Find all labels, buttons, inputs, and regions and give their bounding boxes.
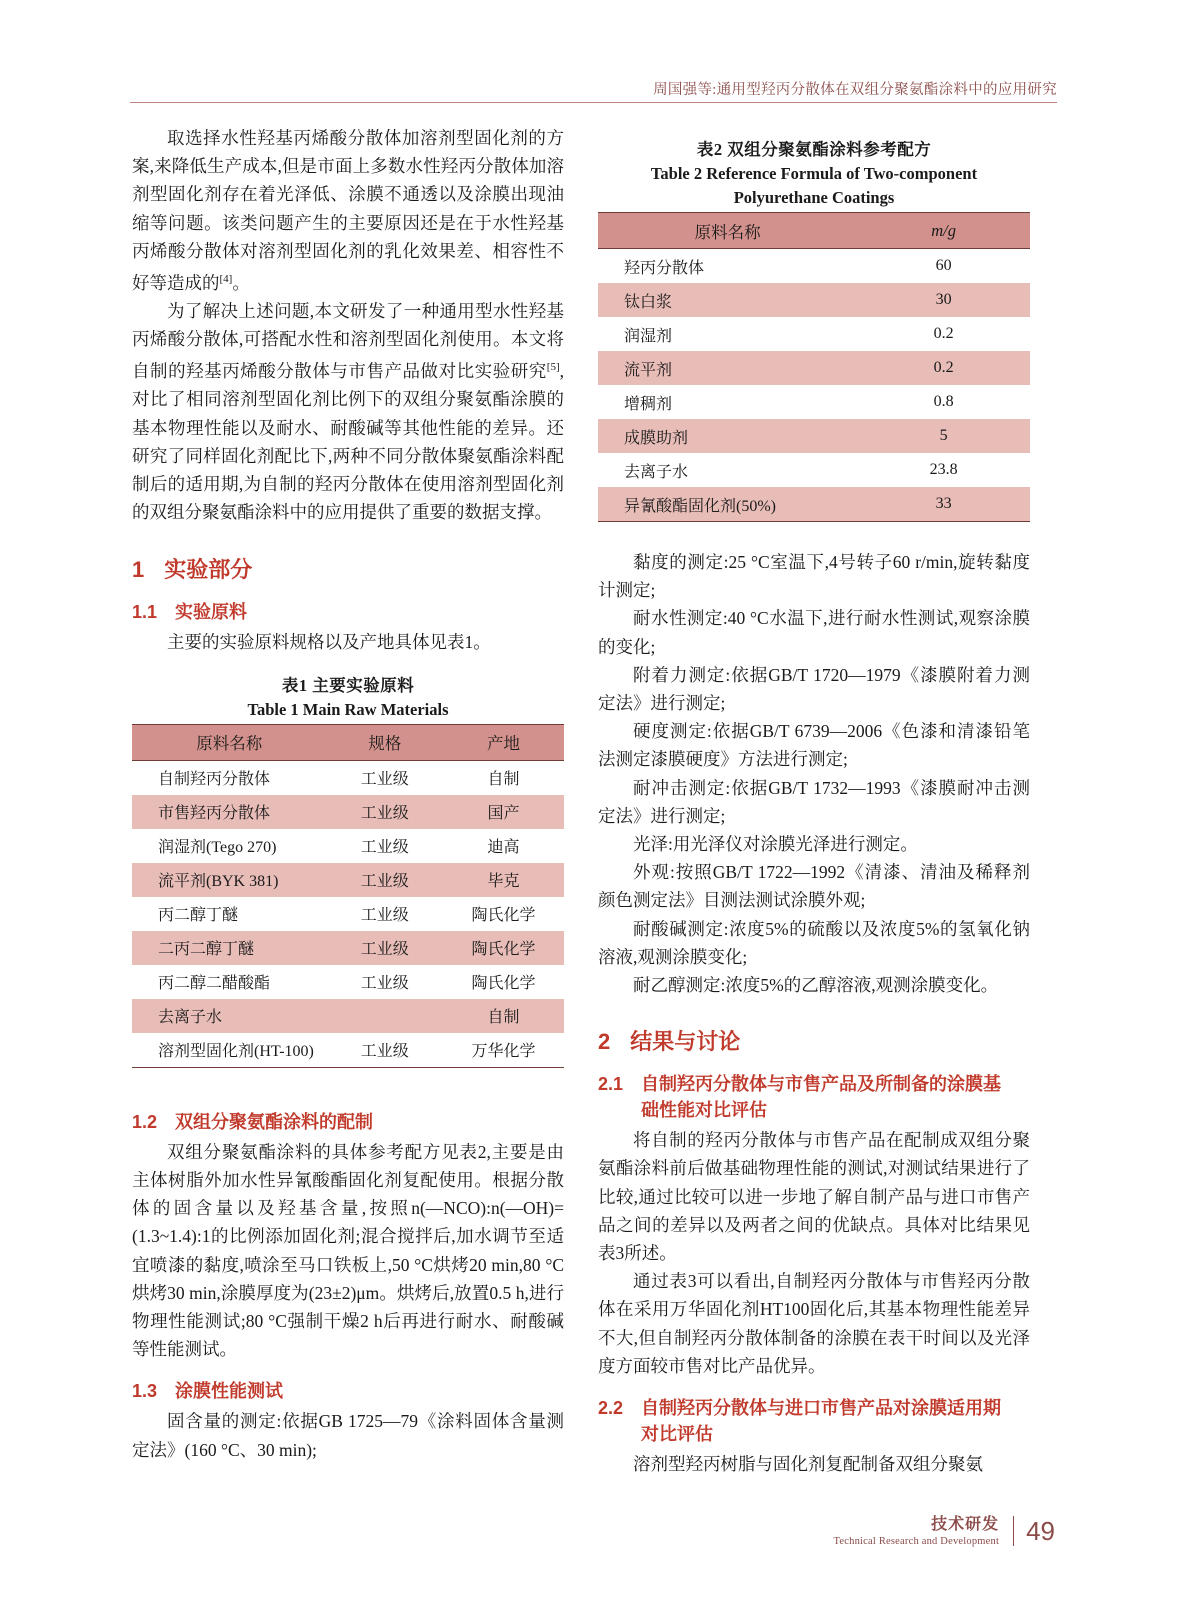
subsection-2-1-title-line1: 自制羟丙分散体与市售产品及所制备的涂膜基 [641, 1074, 1002, 1095]
table-1-r1-c2: 国产 [443, 795, 564, 829]
table-1-r4-c1: 工业级 [326, 897, 443, 931]
table-2-header-cell-0: 原料名称 [598, 213, 857, 249]
paragraph-pot-life: 溶剂型羟丙树脂与固化剂复配制备双组分聚氨 [633, 1454, 983, 1475]
subsection-2-2-title-line1: 自制羟丙分散体与进口市售产品对涂膜适用期 [641, 1398, 1002, 1419]
table-row [598, 249, 1030, 284]
subsection-2-2-title-line2: 对比评估 [641, 1424, 714, 1445]
table-1-r3-c2: 毕克 [443, 863, 564, 897]
subsection-heading-2-1 [598, 1070, 1030, 1122]
paragraph-viscosity-test: 黏度的测定:25 °C室温下,4号转子60 r/min,旋转黏度计测定; [598, 552, 1030, 601]
table-2-block [598, 138, 1030, 522]
paragraph-ethanol-test: 耐乙醇测定:浓度5%的乙醇溶液,观测涂膜变化。 [633, 975, 999, 996]
section-2-title: 结果与讨论 [630, 1029, 741, 1055]
table-row [132, 1033, 564, 1068]
table-row [598, 419, 1030, 453]
paragraph-acid-alkali-test: 耐酸碱测定:浓度5%的硫酸以及浓度5%的氢氧化钠溶液,观测涂膜变化; [598, 918, 1030, 967]
table-2-body [598, 249, 1030, 522]
paragraph-formulation: 双组分聚氨酯涂料的具体参考配方见表2,主要是由主体树脂外加水性异氰酸酯固化剂复配使用。根据分散体的固含量以及羟基含量,按照n(—NCO):n(—OH)=(1.3~1.4):1的比例添加固化剂;混合搅拌后,加水调节至适宜喷漆的黏度,喷涂至马口铁板上,50 °C烘烤20 min,80 °C烘烤30 min,涂膜厚度为(23±2)μm。烘烤后,放置0.5 h,进行物理性能测试;80 °C强制干燥2 h后再进行耐水、耐酸碱等性能测试。 [132, 1141, 564, 1360]
page-number: 49 [1013, 1516, 1055, 1546]
table-1-r5-c0: 二丙二醇丁醚 [132, 931, 326, 965]
table-row [598, 487, 1030, 522]
table-1-body [132, 760, 564, 1067]
paragraph-intro-1-text: 取选择水性羟基丙烯酸分散体加溶剂型固化剂的方案,来降低生产成本,但是市面上多数水性羟丙分散体加溶剂型固化剂存在着光泽低、涂膜不通透以及涂膜出现油缩等问题。该类问题产生的主要原因还是在于水性羟基丙烯酸分散体对溶剂型固化剂的乳化效果差、相容性不好等造成的 [132, 128, 564, 293]
table-1-r4-c0: 丙二醇丁醚 [132, 897, 326, 931]
subsection-1-1-number: 1.1 [132, 601, 158, 622]
section-1-number: 1 [132, 556, 145, 582]
right-column [598, 124, 1030, 1478]
page-footer [834, 1515, 1055, 1548]
table-1-r8-c0: 溶剂型固化剂(HT-100) [132, 1033, 326, 1068]
section-heading-2 [598, 1025, 1030, 1056]
table-1-r4-c2: 陶氏化学 [443, 897, 564, 931]
subsection-2-1-title-line2: 础性能对比评估 [641, 1100, 768, 1121]
table-2-r4-c0: 增稠剂 [598, 385, 857, 419]
table-2-r0-c1: 60 [857, 249, 1030, 284]
paragraph-impact-test: 耐冲击测定:依据GB/T 1732—1993《漆膜耐冲击测定法》进行测定; [598, 777, 1030, 826]
table-2-caption-cn: 表2 双组分聚氨酯涂料参考配方 [696, 140, 932, 159]
running-head-rule [130, 102, 1057, 103]
subsection-1-3-title: 涂膜性能测试 [175, 1381, 284, 1402]
table-1-r2-c2: 迪高 [443, 829, 564, 863]
table-row [132, 897, 564, 931]
table-row [132, 863, 564, 897]
paragraph-basic-performance-2: 通过表3可以看出,自制羟丙分散体与市售羟丙分散体在采用万华固化剂HT100固化后,其基本物理性能差异不大,但自制羟丙分散体制备的涂膜在表干时间以及光泽度方面较市售对比产品优异。 [598, 1271, 1030, 1376]
table-row [598, 283, 1030, 317]
table-1-caption [132, 674, 564, 722]
footer-section-cn: 技术研发 [931, 1515, 1000, 1533]
table-1-r7-c2: 自制 [443, 999, 564, 1033]
table-1-header-cell-2: 产地 [443, 724, 564, 760]
table-1-r7-c1 [326, 999, 443, 1033]
table-2-r3-c1: 0.2 [857, 351, 1030, 385]
subsection-heading-1-1 [132, 598, 564, 624]
paragraph-intro-2-text-b: ,对比了相同溶剂型固化剂比例下的双组分聚氨酯涂膜的基本物理性能以及耐水、耐酸碱等其他性能的差异。还研究了同样固化剂配比下,两种不同分散体聚氨酯涂料配制后的适用期,为自制的羟丙分散体在使用溶剂型固化剂的双组分聚氨酯涂料中的应用提供了重要的数据支撑。 [132, 361, 564, 523]
table-1-header-row [132, 724, 564, 760]
paragraph-water-resistance-test: 耐水性测定:40 °C水温下,进行耐水性测试,观察涂膜的变化; [598, 608, 1031, 657]
table-1-r8-c1: 工业级 [326, 1033, 443, 1068]
table-1-caption-en: Table 1 Main Raw Materials [247, 699, 449, 719]
table-2-caption-en-line1: Table 2 Reference Formula of Two-component [650, 164, 978, 183]
table-1-header-cell-1: 规格 [326, 724, 443, 760]
table-row [598, 453, 1030, 487]
reference-marker-4: [4] [219, 273, 233, 286]
subsection-2-2-title [641, 1394, 1001, 1446]
table-1-r7-c0: 去离子水 [132, 999, 326, 1033]
table-2-r6-c1: 23.8 [857, 453, 1030, 487]
table-1-r6-c0: 丙二醇二醋酸酯 [132, 965, 326, 999]
table-1-r0-c0: 自制羟丙分散体 [132, 760, 326, 795]
table-1-block [132, 674, 564, 1068]
running-head: 周国强等:通用型羟丙分散体在双组分聚氨酯涂料中的应用研究 [653, 82, 1057, 98]
table-1-r1-c0: 市售羟丙分散体 [132, 795, 326, 829]
paragraph-intro-2 [132, 297, 564, 526]
table-row [598, 351, 1030, 385]
table-1-r3-c1: 工业级 [326, 863, 443, 897]
subsection-1-2-number: 1.2 [132, 1111, 158, 1132]
table-1-r8-c2: 万华化学 [443, 1033, 564, 1068]
table-2-caption-en-line2: Polyurethane Coatings [733, 188, 895, 207]
table-row [132, 760, 564, 795]
paragraph-hardness-test: 硬度测定:依据GB/T 6739—2006《色漆和清漆铅笔法测定漆膜硬度》方法进行测定; [598, 721, 1030, 770]
table-1-r3-c0: 流平剂(BYK 381) [132, 863, 326, 897]
reference-marker-5: [5] [546, 361, 560, 374]
paragraph-gloss-test: 光泽:用光泽仪对涂膜光泽进行测定。 [633, 834, 918, 855]
subsection-1-1-title: 实验原料 [175, 601, 248, 622]
paragraph-materials: 主要的实验原料规格以及产地具体见表1。 [167, 631, 491, 652]
table-row [132, 999, 564, 1033]
subsection-2-2-number: 2.2 [598, 1398, 624, 1419]
left-column [132, 124, 564, 1464]
table-2-r0-c0: 羟丙分散体 [598, 249, 857, 284]
paragraph-intro-2-text-a: 为了解决上述问题,本文研发了一种通用型水性羟基丙烯酸分散体,可搭配水性和溶剂型固化剂使用。本文将自制的羟基丙烯酸分散体与市售产品做对比实验研究 [132, 301, 564, 382]
table-row [132, 795, 564, 829]
paragraph-solid-content-test: 固含量的测定:依据GB 1725—79《涂料固体含量测定法》(160 °C、30 min); [132, 1411, 564, 1460]
table-2-r2-c0: 润湿剂 [598, 317, 857, 351]
table-2-header-row [598, 213, 1030, 249]
table-2-r5-c1: 5 [857, 419, 1030, 453]
subsection-2-1-title [641, 1070, 1001, 1122]
table-1 [132, 724, 564, 1068]
section-1-title: 实验部分 [164, 556, 253, 582]
paragraph-adhesion-test: 附着力测定:依据GB/T 1720—1979《漆膜附着力测定法》进行测定; [598, 664, 1030, 714]
table-1-header-cell-0: 原料名称 [132, 724, 326, 760]
footer-labels [834, 1515, 1000, 1548]
table-row [598, 385, 1030, 419]
subsection-heading-1-3 [132, 1377, 564, 1403]
table-row [598, 317, 1030, 351]
table-1-r6-c1: 工业级 [326, 965, 443, 999]
section-heading-1 [132, 553, 564, 584]
table-1-r1-c1: 工业级 [326, 795, 443, 829]
table-2-r7-c0: 异氰酸酯固化剂(50%) [598, 487, 857, 522]
subsection-1-3-number: 1.3 [132, 1381, 158, 1402]
table-1-r2-c0: 润湿剂(Tego 270) [132, 829, 326, 863]
table-2-r2-c1: 0.2 [857, 317, 1030, 351]
subsection-heading-1-2 [132, 1108, 564, 1134]
table-2-r5-c0: 成膜助剂 [598, 419, 857, 453]
table-1-r5-c2: 陶氏化学 [443, 931, 564, 965]
table-row [132, 931, 564, 965]
table-row [132, 965, 564, 999]
table-2-caption [598, 138, 1030, 210]
table-2-r6-c0: 去离子水 [598, 453, 857, 487]
table-2-header-cell-1: m/g [857, 213, 1030, 249]
paragraph-intro-1 [132, 124, 564, 297]
paragraph-appearance-test: 外观:按照GB/T 1722—1992《清漆、清油及稀释剂颜色测定法》目测法测试涂膜外观; [598, 862, 1030, 911]
table-2 [598, 212, 1030, 522]
subsection-1-2-title: 双组分聚氨酯涂料的配制 [175, 1111, 374, 1132]
table-2-r3-c0: 流平剂 [598, 351, 857, 385]
table-1-caption-cn: 表1 主要实验原料 [281, 675, 415, 695]
table-1-head [132, 724, 564, 760]
footer-section-en: Technical Research and Development [833, 1535, 1000, 1547]
table-1-r5-c1: 工业级 [326, 931, 443, 965]
table-1-r0-c1: 工业级 [326, 760, 443, 795]
table-2-r4-c1: 0.8 [857, 385, 1030, 419]
table-2-r7-c1: 33 [857, 487, 1030, 522]
table-row [132, 829, 564, 863]
table-2-r1-c0: 钛白浆 [598, 283, 857, 317]
table-1-r2-c1: 工业级 [326, 829, 443, 863]
table-2-r1-c1: 30 [857, 283, 1030, 317]
section-2-number: 2 [598, 1029, 611, 1055]
subsection-2-1-number: 2.1 [598, 1074, 624, 1095]
table-1-r6-c2: 陶氏化学 [443, 965, 564, 999]
table-1-r0-c2: 自制 [443, 760, 564, 795]
paragraph-intro-1-tail: 。 [232, 272, 250, 293]
subsection-heading-2-2 [598, 1394, 1030, 1446]
table-2-head [598, 213, 1030, 249]
paragraph-basic-performance-1: 将自制的羟丙分散体与市售产品在配制成双组分聚氨酯涂料前后做基础物理性能的测试,对测试结果进行了比较,通过比较可以进一步地了解自制产品与进口市售产品之间的差异以及两者之间的优缺点。具体对比结果见表3所述。 [598, 1130, 1030, 1264]
